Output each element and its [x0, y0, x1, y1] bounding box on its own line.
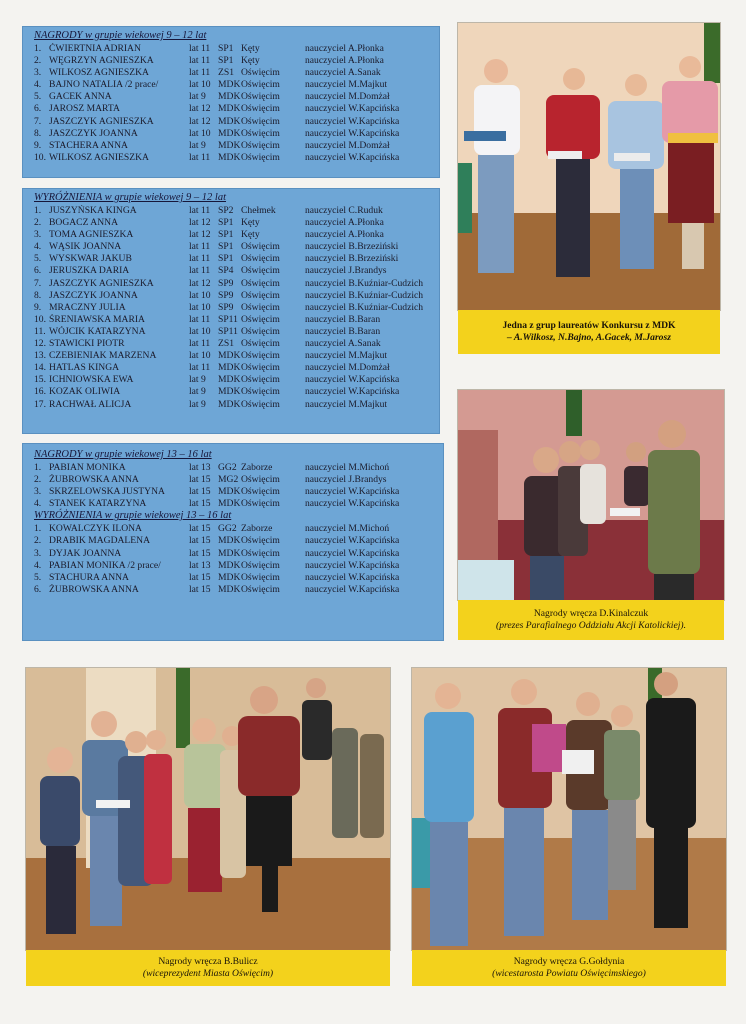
school: SP1 [218, 55, 234, 67]
school: MDK [218, 79, 241, 91]
list-row [34, 278, 432, 290]
school: ZS1 [218, 338, 234, 350]
student-name: WĄSIK JOANNA [49, 241, 122, 253]
student-name: MRACZNY JULIA [49, 301, 126, 313]
student-age: lat 11 [189, 265, 211, 277]
town: Oświęcim [241, 301, 280, 313]
school: MDK [218, 127, 241, 139]
list-row [34, 265, 432, 277]
student-age: lat 10 [189, 127, 211, 139]
student-age: lat 15 [189, 523, 211, 535]
list-row [34, 314, 432, 326]
row-number: 14. [34, 362, 46, 374]
school: SP2 [218, 205, 234, 216]
list-row [34, 91, 432, 103]
student-age: lat 9 [189, 398, 206, 410]
student-age: lat 11 [189, 205, 211, 216]
list-row [34, 462, 436, 474]
school: SP1 [218, 217, 234, 229]
town: Kęty [241, 43, 260, 54]
student-name: ŻUBROWSKA ANNA [49, 474, 139, 486]
list-row [34, 474, 436, 486]
student-name: ŻUBROWSKA ANNA [49, 583, 139, 595]
row-number: 3. [34, 486, 42, 498]
list-row [34, 253, 432, 265]
teacher: nauczyciel W.Kapcińska [305, 486, 400, 498]
student-name: STACHERA ANNA [49, 139, 128, 151]
teacher: nauczyciel B.Baran [305, 313, 381, 325]
student-name: WYSKWAR JAKUB [49, 253, 132, 265]
student-name: WILKOSZ AGNIESZKA [49, 151, 149, 163]
teacher: nauczyciel W.Kapcińska [305, 498, 400, 510]
student-age: lat 9 [189, 91, 206, 103]
school: MDK [218, 559, 241, 571]
row-number: 10. [34, 313, 46, 325]
section-header: WYRÓŻNIENIA w grupie wiekowej 9 – 12 lat [34, 192, 227, 203]
student-name: ĆWIERTNIA ADRIAN [49, 43, 141, 54]
section-header: WYRÓŻNIENIA w grupie wiekowej 13 – 16 lat [34, 510, 232, 522]
school: MDK [218, 486, 241, 498]
row-number: 3. [34, 67, 42, 79]
town: Chełmek [241, 205, 276, 216]
school: MDK [218, 583, 241, 595]
student-age: lat 13 [189, 462, 211, 473]
list-row [34, 103, 432, 115]
school: MDK [218, 386, 241, 398]
caption-laureates-group [458, 310, 720, 354]
caption-subtitle: (prezes Parafialnego Oddziału Akcji Katolickiej). [496, 620, 686, 631]
row-number: 5. [34, 571, 42, 583]
student-name: WILKOSZ AGNIESZKA [49, 67, 149, 79]
town: Zaborze [241, 462, 273, 473]
student-age: lat 10 [189, 350, 211, 362]
teacher: nauczyciel W.Kapcińska [305, 127, 400, 139]
row-number: 2. [34, 535, 42, 547]
town: Oświęcim [241, 474, 280, 486]
school: SP1 [218, 229, 234, 241]
teacher: nauczyciel A.Płonka [305, 217, 384, 229]
teacher: nauczyciel W.Kapcińska [305, 374, 400, 386]
student-age: lat 11 [189, 151, 211, 163]
teacher: nauczyciel W.Kapcińska [305, 559, 400, 571]
caption-subtitle: – A.Wilkosz, N.Bajno, A.Gacek, M.Jarosz [507, 332, 671, 343]
student-name: BOGACZ ANNA [49, 217, 119, 229]
student-name: JASZCZYK JOANNA [49, 127, 138, 139]
teacher: nauczyciel M.Majkut [305, 398, 388, 410]
caption-title: Nagrody wręcza G.Gołdynia [513, 956, 625, 967]
student-name: JASZCZYK AGNIESZKA [49, 115, 154, 127]
teacher: nauczyciel W.Kapcińska [305, 583, 400, 595]
student-age: lat 11 [189, 362, 211, 374]
photo-goldynia-presentation [412, 668, 726, 950]
teacher: nauczyciel A.Płonka [305, 43, 384, 54]
student-age: lat 15 [189, 486, 211, 498]
town: Oświęcim [241, 151, 280, 163]
town: Oświęcim [241, 313, 280, 325]
list-row [34, 116, 432, 128]
student-age: lat 15 [189, 535, 211, 547]
list-row [34, 362, 432, 374]
list-row [34, 67, 432, 79]
student-age: lat 10 [189, 325, 211, 337]
row-number: 12. [34, 338, 46, 350]
list-row [34, 572, 436, 584]
row-number: 5. [34, 253, 42, 265]
school: SP9 [218, 289, 234, 301]
row-number: 4. [34, 241, 42, 253]
student-age: lat 11 [189, 253, 211, 265]
caption-bulicz [26, 950, 390, 986]
school: MDK [218, 362, 241, 374]
row-number: 3. [34, 547, 42, 559]
list-row [34, 535, 436, 547]
teacher: nauczyciel W.Kapcińska [305, 386, 400, 398]
teacher: nauczyciel M.Domżał [305, 91, 390, 103]
school: SP11 [218, 313, 238, 325]
teacher: nauczyciel M.Domżał [305, 139, 390, 151]
row-number: 1. [34, 43, 42, 54]
student-name: DYJAK JOANNA [49, 547, 122, 559]
student-age: lat 11 [189, 67, 211, 79]
teacher: nauczyciel M.Michoń [305, 462, 390, 473]
student-age: lat 12 [189, 103, 211, 115]
school: SP11 [218, 325, 238, 337]
teacher: nauczyciel W.Kapcińska [305, 535, 400, 547]
school: MDK [218, 91, 241, 103]
row-number: 2. [34, 217, 42, 229]
row-number: 1. [34, 205, 42, 216]
town: Oświęcim [241, 277, 280, 289]
list-row [34, 386, 432, 398]
school: SP1 [218, 241, 234, 253]
row-number: 6. [34, 103, 42, 115]
teacher: nauczyciel B.Kuźniar-Cudzich [305, 301, 424, 313]
school: SP9 [218, 301, 234, 313]
caption-title: Nagrody wręcza B.Bulicz [158, 956, 258, 967]
student-age: lat 15 [189, 583, 211, 595]
teacher: nauczyciel W.Kapcińska [305, 103, 400, 115]
row-number: 16. [34, 386, 46, 398]
row-number: 7. [34, 277, 42, 289]
teacher: nauczyciel A.Płonka [305, 229, 384, 241]
caption-kinalczuk [458, 600, 724, 640]
student-name: PABIAN MONIKA [49, 462, 126, 473]
student-name: WÓJCIK KATARZYNA [49, 325, 146, 337]
teacher: nauczyciel B.Kuźniar-Cudzich [305, 277, 424, 289]
town: Oświęcim [241, 362, 280, 374]
photo-bulicz-presentation [26, 668, 390, 950]
student-name: JAROSZ MARTA [49, 103, 120, 115]
student-name: SKRZELOWSKA JUSTYNA [49, 486, 165, 498]
student-name: JASZCZYK AGNIESZKA [49, 277, 154, 289]
teacher: nauczyciel M.Majkut [305, 350, 388, 362]
town: Oświęcim [241, 91, 280, 103]
student-age: lat 10 [189, 301, 211, 313]
town: Oświęcim [241, 398, 280, 410]
school: MDK [218, 547, 241, 559]
school: MDK [218, 398, 241, 410]
town: Oświęcim [241, 386, 280, 398]
school: SP9 [218, 277, 234, 289]
town: Kęty [241, 217, 260, 229]
list-row [34, 498, 436, 510]
caption-title: Jedna z grup laureatów Konkursu z MDK [502, 320, 676, 331]
student-age: lat 15 [189, 547, 211, 559]
teacher: nauczyciel A.Sanak [305, 67, 381, 79]
student-name: STANEK KATARZYNA [49, 498, 147, 510]
list-row [34, 523, 436, 535]
list-row [34, 229, 432, 241]
row-number: 13. [34, 350, 46, 362]
student-name: WĘGRZYN AGNIESZKA [49, 55, 154, 67]
list-row [34, 217, 432, 229]
student-age: lat 15 [189, 571, 211, 583]
caption-goldynia [412, 950, 726, 986]
teacher: nauczyciel W.Kapcińska [305, 571, 400, 583]
town: Oświęcim [241, 547, 280, 559]
list-row [34, 374, 432, 386]
town: Oświęcim [241, 571, 280, 583]
town: Oświęcim [241, 103, 280, 115]
student-name: JERUSZKA DARIA [49, 265, 130, 277]
list-row [34, 128, 432, 140]
student-age: lat 9 [189, 386, 206, 398]
student-name: GACEK ANNA [49, 91, 112, 103]
school: MDK [218, 350, 241, 362]
town: Oświęcim [241, 289, 280, 301]
student-name: ŚRENIAWSKA MARIA [49, 313, 145, 325]
student-name: JUSZYŃSKA KINGA [49, 205, 137, 216]
row-number: 2. [34, 474, 42, 486]
list-row [34, 241, 432, 253]
student-age: lat 15 [189, 474, 211, 486]
student-name: ICHNIOWSKA EWA [49, 374, 134, 386]
school: GG2 [218, 462, 237, 473]
student-name: RACHWAŁ ALICJA [49, 398, 132, 410]
row-number: 1. [34, 462, 42, 473]
caption-subtitle: (wiceprezydent Miasta Oświęcim) [142, 968, 274, 979]
teacher: nauczyciel M.Domżał [305, 362, 390, 374]
student-name: CZEBIENIAK MARZENA [49, 350, 157, 362]
caption-subtitle: (wicestarosta Powiatu Oświęcimskiego) [492, 968, 646, 979]
school: MG2 [218, 474, 239, 486]
distinctions-panel-9-12 [22, 188, 440, 434]
row-number: 9. [34, 139, 42, 151]
town: Kęty [241, 55, 260, 67]
student-name: STAWICKI PIOTR [49, 338, 125, 350]
town: Oświęcim [241, 67, 280, 79]
teacher: nauczyciel W.Kapcińska [305, 151, 400, 163]
row-number: 4. [34, 79, 42, 91]
town: Oświęcim [241, 139, 280, 151]
teacher: nauczyciel B.Kuźniar-Cudzich [305, 289, 424, 301]
school: MDK [218, 498, 241, 510]
town: Oświęcim [241, 338, 280, 350]
row-number: 2. [34, 55, 42, 67]
town: Kęty [241, 229, 260, 241]
student-age: lat 11 [189, 55, 211, 67]
town: Oświęcim [241, 265, 280, 277]
student-name: BAJNO NATALIA /2 prace/ [49, 79, 159, 91]
list-row [34, 560, 436, 572]
student-name: STACHURA ANNA [49, 571, 129, 583]
town: Oświęcim [241, 498, 280, 510]
student-age: lat 9 [189, 374, 206, 386]
student-name: KOZAK OLIWIA [49, 386, 121, 398]
student-age: lat 10 [189, 79, 211, 91]
photo-laureates-group [458, 23, 720, 310]
student-age: lat 13 [189, 559, 211, 571]
list-row [34, 399, 432, 411]
town: Oświęcim [241, 79, 280, 91]
town: Oświęcim [241, 350, 280, 362]
list-row [34, 584, 436, 596]
list-row [34, 486, 436, 498]
row-number: 8. [34, 289, 42, 301]
town: Oświęcim [241, 535, 280, 547]
photo-kinalczuk-presentation [458, 390, 724, 600]
row-number: 17. [34, 398, 46, 410]
row-number: 9. [34, 301, 42, 313]
student-name: JASZCZYK JOANNA [49, 289, 138, 301]
student-age: lat 12 [189, 115, 211, 127]
list-row [34, 338, 432, 350]
school: SP1 [218, 253, 234, 265]
teacher: nauczyciel W.Kapcińska [305, 115, 400, 127]
student-name: TOMA AGNIESZKA [49, 229, 134, 241]
student-name: DRABIK MAGDALENA [49, 535, 150, 547]
student-age: lat 11 [189, 241, 211, 253]
row-number: 6. [34, 265, 42, 277]
student-name: PABIAN MONIKA /2 prace/ [49, 559, 161, 571]
town: Oświęcim [241, 486, 280, 498]
student-age: lat 10 [189, 289, 211, 301]
town: Oświęcim [241, 559, 280, 571]
teacher: nauczyciel J.Brandys [305, 265, 387, 277]
town: Oświęcim [241, 241, 280, 253]
list-row [34, 302, 432, 314]
teacher: nauczyciel M.Majkut [305, 79, 388, 91]
town: Oświęcim [241, 374, 280, 386]
town: Zaborze [241, 523, 273, 535]
teacher: nauczyciel B.Baran [305, 325, 381, 337]
student-age: lat 15 [189, 498, 211, 510]
school: MDK [218, 374, 241, 386]
section-header: NAGRODY w grupie wiekowej 9 – 12 lat [34, 30, 207, 41]
caption-title: Nagrody wręcza D.Kinalczuk [533, 608, 649, 619]
row-number: 1. [34, 523, 42, 535]
town: Oświęcim [241, 325, 280, 337]
row-number: 15. [34, 374, 46, 386]
student-age: lat 11 [189, 338, 211, 350]
student-age: lat 11 [189, 313, 211, 325]
school: SP1 [218, 43, 234, 54]
school: MDK [218, 115, 241, 127]
town: Oświęcim [241, 583, 280, 595]
list-row [34, 350, 432, 362]
row-number: 4. [34, 498, 42, 510]
list-row [34, 140, 432, 152]
list-row [34, 55, 432, 67]
school: ZS1 [218, 67, 234, 79]
list-row [34, 548, 436, 560]
list-row [34, 205, 432, 217]
school: MDK [218, 139, 241, 151]
town: Oświęcim [241, 253, 280, 265]
row-number: 6. [34, 583, 42, 595]
teacher: nauczyciel C.Ruduk [305, 205, 383, 216]
list-row [34, 79, 432, 91]
list-row [34, 290, 432, 302]
teacher: nauczyciel M.Michoń [305, 523, 390, 535]
school: MDK [218, 571, 241, 583]
teacher: nauczyciel W.Kapcińska [305, 547, 400, 559]
section-header: NAGRODY w grupie wiekowej 13 – 16 lat [34, 449, 212, 460]
teacher: nauczyciel J.Brandys [305, 474, 387, 486]
student-age: lat 12 [189, 277, 211, 289]
student-name: HATLAS KINGA [49, 362, 120, 374]
row-number: 5. [34, 91, 42, 103]
teacher: nauczyciel B.Brzeziński [305, 241, 399, 253]
student-age: lat 9 [189, 139, 206, 151]
list-row [34, 43, 432, 55]
awards-panel-9-12 [22, 26, 440, 178]
school: MDK [218, 535, 241, 547]
row-number: 4. [34, 559, 42, 571]
teacher: nauczyciel A.Sanak [305, 338, 381, 350]
student-age: lat 12 [189, 217, 211, 229]
list-row [34, 152, 432, 164]
row-number: 7. [34, 115, 42, 127]
school: MDK [218, 103, 241, 115]
student-age: lat 12 [189, 229, 211, 241]
awards-panel-13-16 [22, 443, 444, 641]
row-number: 10. [34, 151, 46, 163]
row-number: 11. [34, 325, 46, 337]
teacher: nauczyciel B.Brzeziński [305, 253, 399, 265]
town: Oświęcim [241, 127, 280, 139]
row-number: 8. [34, 127, 42, 139]
teacher: nauczyciel A.Płonka [305, 55, 384, 67]
school: GG2 [218, 523, 237, 535]
student-age: lat 11 [189, 43, 211, 54]
student-name: KOWALCZYK ILONA [49, 523, 142, 535]
town: Oświęcim [241, 115, 280, 127]
school: MDK [218, 151, 241, 163]
list-row [34, 326, 432, 338]
school: SP4 [218, 265, 234, 277]
row-number: 3. [34, 229, 42, 241]
